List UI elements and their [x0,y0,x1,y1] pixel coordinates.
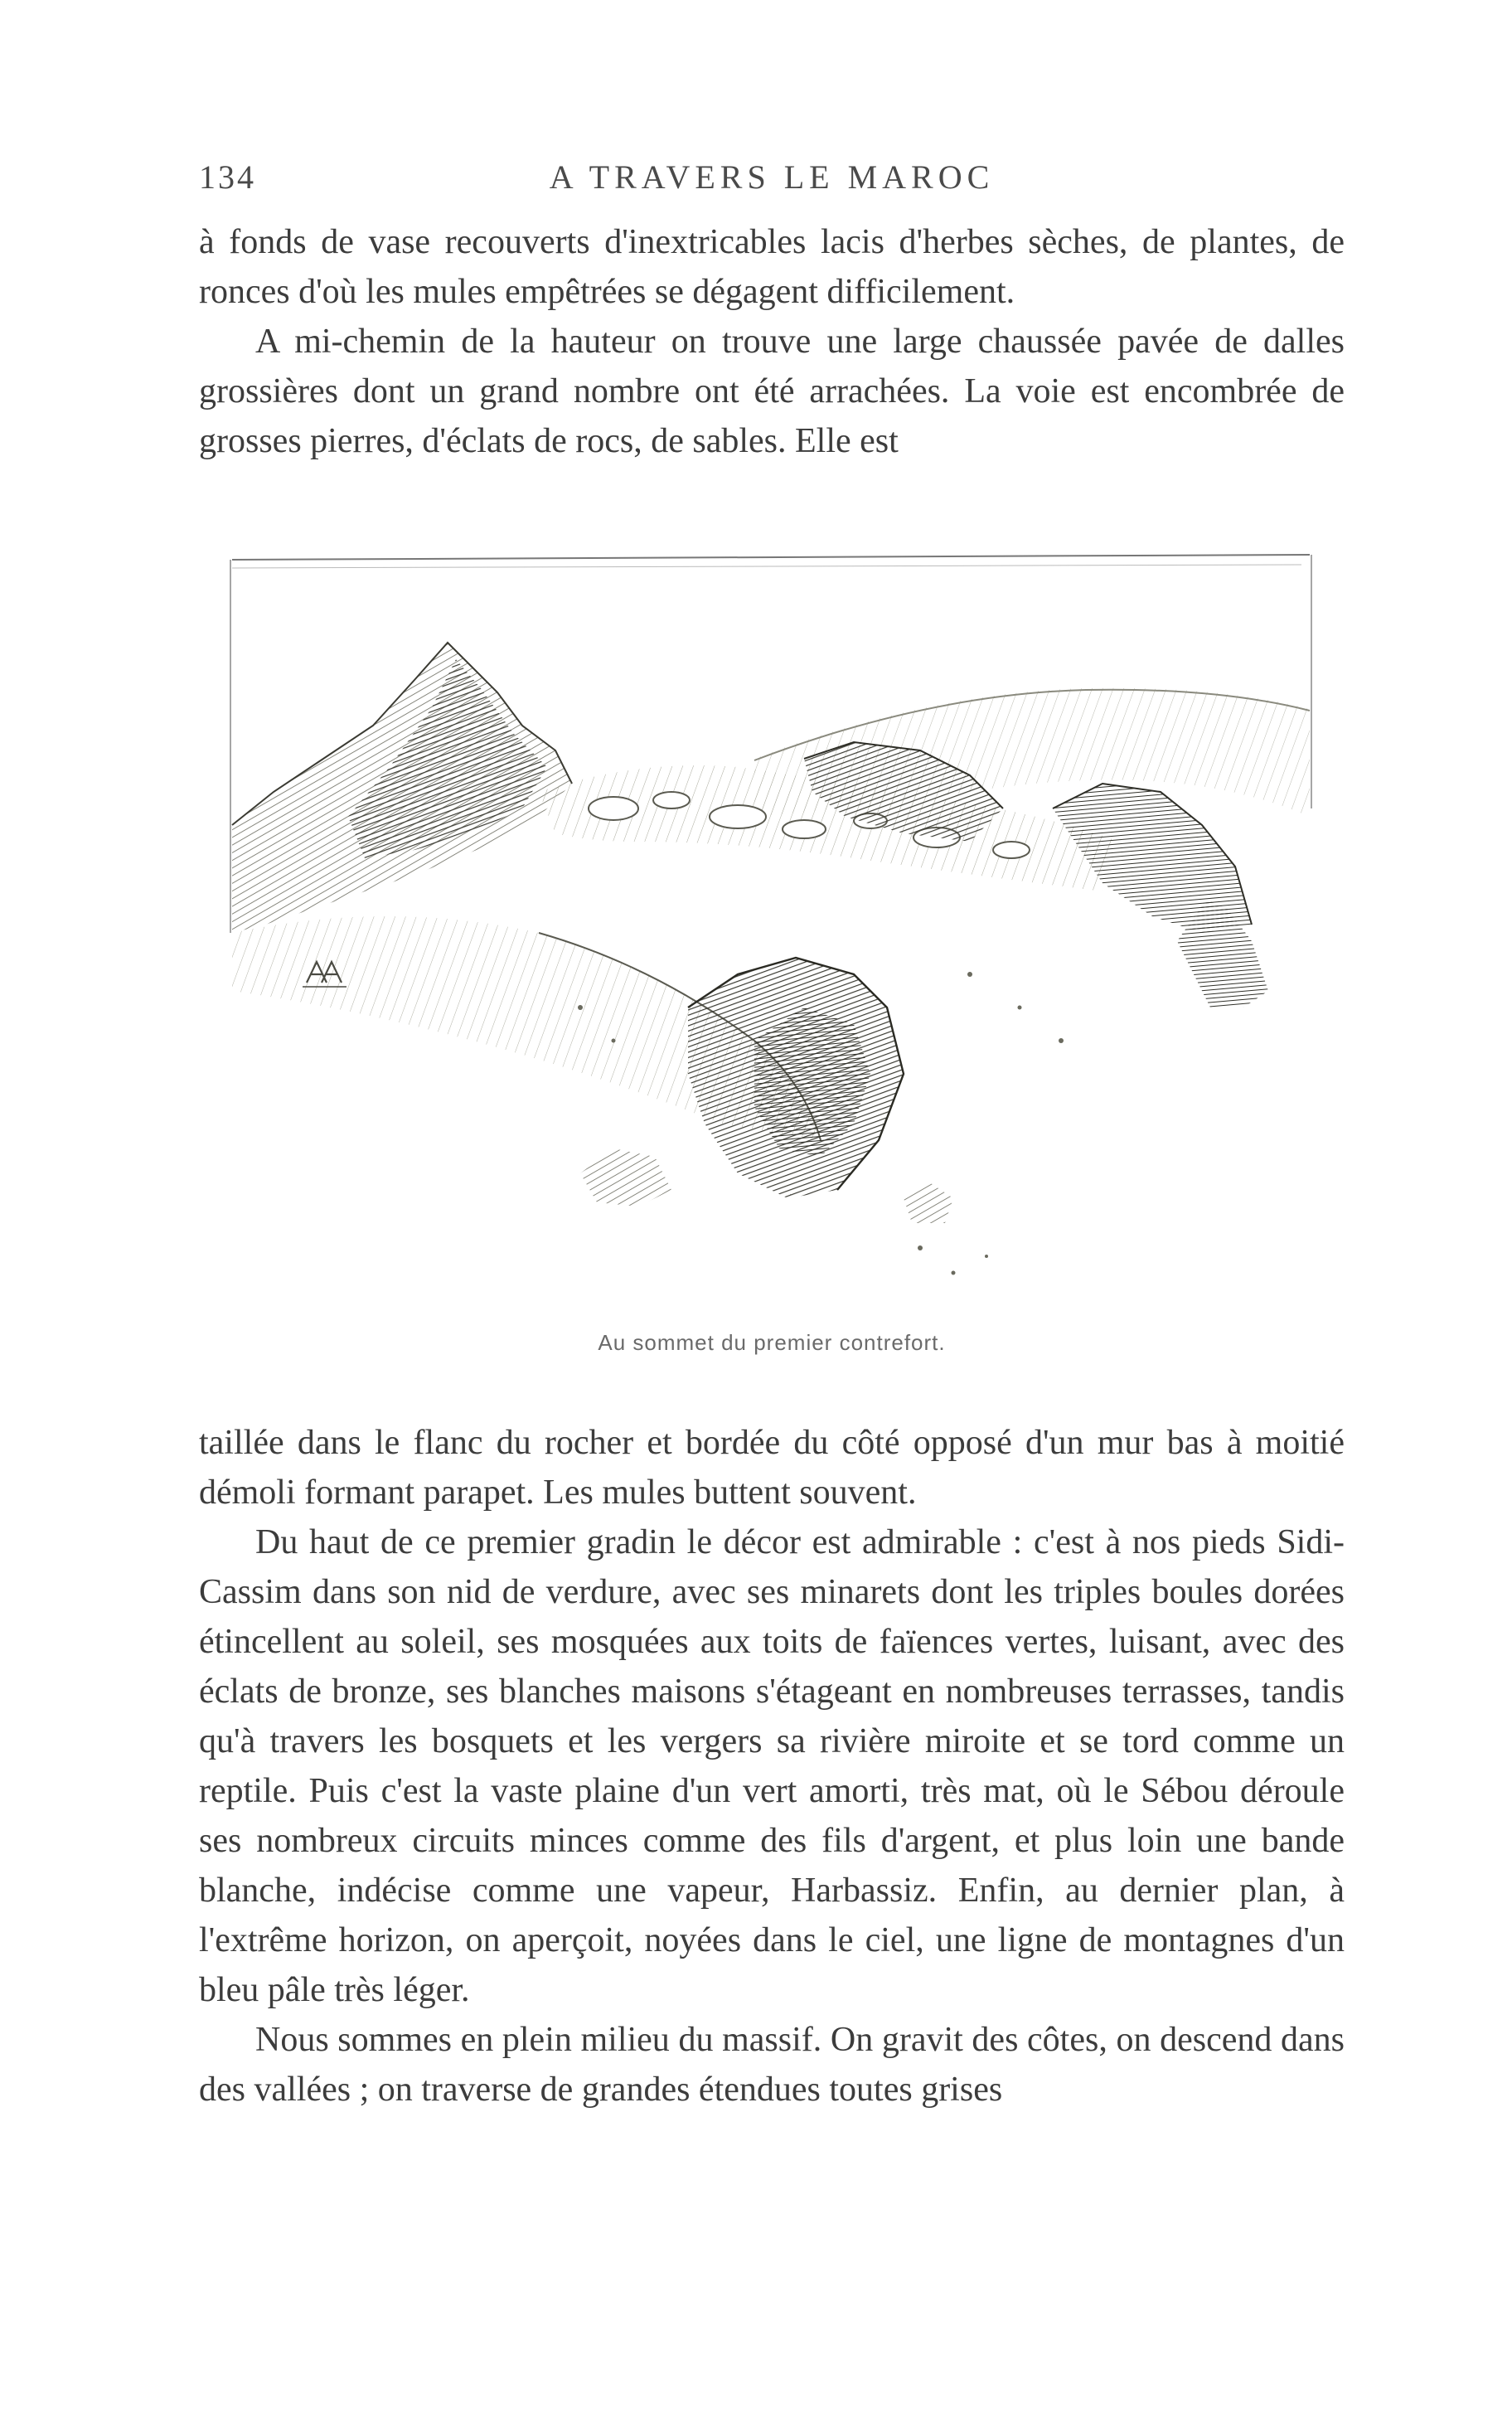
top-text-block [199,217,1345,466]
running-head [199,158,1345,207]
figure-caption: Au sommet du premier contrefort. [598,1330,946,1355]
mountain-engraving [224,543,1318,1314]
bottom-text-block [199,1418,1345,2114]
paragraph: taillée dans le flanc du rocher et bordée du côté opposé d'un mur bas à moitié démoli formant parapet. Les mules buttent souvent. [199,1424,1345,1512]
paragraph: Du haut de ce premier gradin le décor est admirable : c'est à nos pieds Sidi-Cassim dans son nid de verdure, avec ses minarets dont les triples boules dorées étincellent au soleil, ses mosquées aux toits de faïences vertes, luisant, avec des éclats de bronze, ses blanches maisons s'étageant en nombreuses terrasses, tandis qu'à travers les bosquets et les vergers sa rivière miroite et se tord comme un reptile. Puis c'est la vaste plaine d'un vert amorti, très mat, où le Sébou déroule ses nombreux circuits minces comme des fils d'argent, et plus loin une bande blanche, indécise comme une vapeur, Harbassiz. Enfin, au dernier plan, à l'extrême horizon, on aperçoit, noyées dans le ciel, une ligne de montagnes d'un bleu pâle très léger. [199,1523,1345,2009]
paragraph: A mi-chemin de la hauteur on trouve une large chaussée pavée de dalles grossières dont un grand nombre ont été arrachées. La voie est encombrée de grosses pierres, d'éclats de rocs, de sables. Elle est [199,323,1345,460]
paragraph: Nous sommes en plein milieu du massif. On gravit des côtes, on descend dans des vallées ; on traverse de grandes étendues toutes grises [199,2021,1345,2109]
page-number: 134 [199,158,256,196]
engraving-illustration [224,543,1318,1314]
paragraph: à fonds de vase recouverts d'inextricables lacis d'herbes sèches, de plantes, de ronces d'où les mules empêtrées se dégagent difficilement. [199,223,1345,311]
running-title: A TRAVERS LE MAROC [549,158,995,196]
